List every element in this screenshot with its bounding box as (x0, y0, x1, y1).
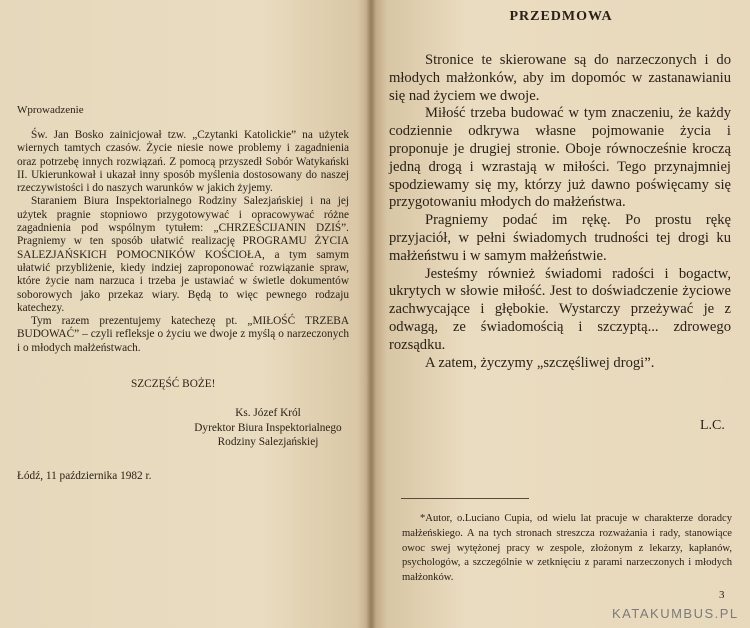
page-number: 3 (719, 589, 725, 601)
preface-body (389, 52, 731, 372)
introduction-body (17, 129, 349, 355)
preface-paragraph-4: Jesteśmy również świadomi radości i bogactw, ukrytych w słowie miłość. Jest to doświadczenie życiowe zachwycające i głębokie. Wystarczy przeżywać je z odwagą, ze świadomością i szczyptą... zdrowego rozsądku. (389, 265, 731, 353)
author-signature (188, 406, 348, 450)
preface-paragraph-2: Miłość trzeba budować w tym znaczeniu, że każdy codziennie odkrywa własne pojmowanie życia i proponuje je drugiej stronie. Oboje równocześnie kroczą jedną drogą i wzrastają w miłości. Tego przynajmniej spodziewamy się my, którzy już dawno poświęcamy się przygotowaniu młodych do małżeństwa. (389, 105, 731, 211)
signature-line-name: Ks. Józef Król (235, 407, 301, 419)
signature-line-title: Dyrektor Biura Inspektorialnego (194, 421, 342, 434)
site-watermark: KATAKUMBUS.PL (612, 606, 739, 621)
footnote-text: *Autor, o.Luciano Cupia, od wielu lat pracuje w charakterze doradcy małżeńskiego. A na tych stronach streszcza rozważania i rady, stanowiące owoc swej wytężonej pracy w zespole, złożonym z lekarzy, kapłanów, psychologów, a szczególnie w zetknięciu z parami narzeczonych i młodych małżonków. (402, 513, 732, 584)
place-and-date: Łódź, 11 października 1982 r. (17, 470, 152, 482)
footnote-rule (401, 498, 529, 499)
intro-paragraph-1: Św. Jan Bosko zainicjował tzw. „Czytanki Katolickie” na użytek wiernych tamtych czasów. Życie niesie nowe problemy i zagadnienia oraz potrzebę innych rozwiązań. Z pomocą przyszedł Sobór Watykański II. Ukierunkował i ukazał inny sposób myślenia dostosowany do naszej rzeczywistości i do naszych warunków w jakich żyjemy. (17, 129, 349, 195)
footnote (402, 512, 732, 586)
preface-signature: L.C. (700, 418, 725, 433)
introduction-heading: Wprowadzenie (17, 104, 84, 116)
signature-line-org: Rodziny Salezjańskiej (217, 436, 319, 448)
preface-paragraph-1: Stronice te skierowane są do narzeczonych i do młodych małżonków, aby im dopomóc w zastanawianiu się nad życiem we dwoje. (389, 52, 731, 104)
preface-paragraph-3: Pragniemy podać im rękę. Po prostu rękę przyjaciół, w pełni świadomych trudności tej drogi ku małżeństwu i w samym małżeństwie. (389, 212, 731, 264)
intro-paragraph-3: Tym razem prezentujemy katechezę pt. „MIŁOŚĆ TRZEBA BUDOWAĆ” – czyli refleksje o życiu we dwoje z myślą o narzeczonych i o młodych małżeństwach. (17, 315, 349, 354)
preface-paragraph-5: A zatem, życzymy „szczęśliwej drogi”. (425, 354, 655, 371)
blessing-text: SZCZĘŚĆ BOŻE! (131, 378, 216, 390)
preface-title: PRZEDMOWA (509, 9, 613, 24)
book-gutter (366, 0, 376, 628)
intro-paragraph-2: Staraniem Biura Inspektorialnego Rodziny Salezjańskiej i na jej użytek pragnie stopniowo przygotowywać i opracowywać różne zagadnienia pod wspólnym tytułem: „CHRZEŚCIJANIN DZIŚ”. Pragniemy w ten sposób ułatwić realizację PROGRAMU ŻYCIA SALEZJAŃSKICH POMOCNIKÓW KOŚCIOŁA, a tym samym ułatwić przybliżenie, kiedy indziej zaproponować rozwiązanie spraw, które życie nam narzuca i trzeba je ustawiać w świetle dokumentów soborowych jako przekaz wiary. Będą to więc pewnego rodzaju katechezy. (17, 195, 349, 314)
